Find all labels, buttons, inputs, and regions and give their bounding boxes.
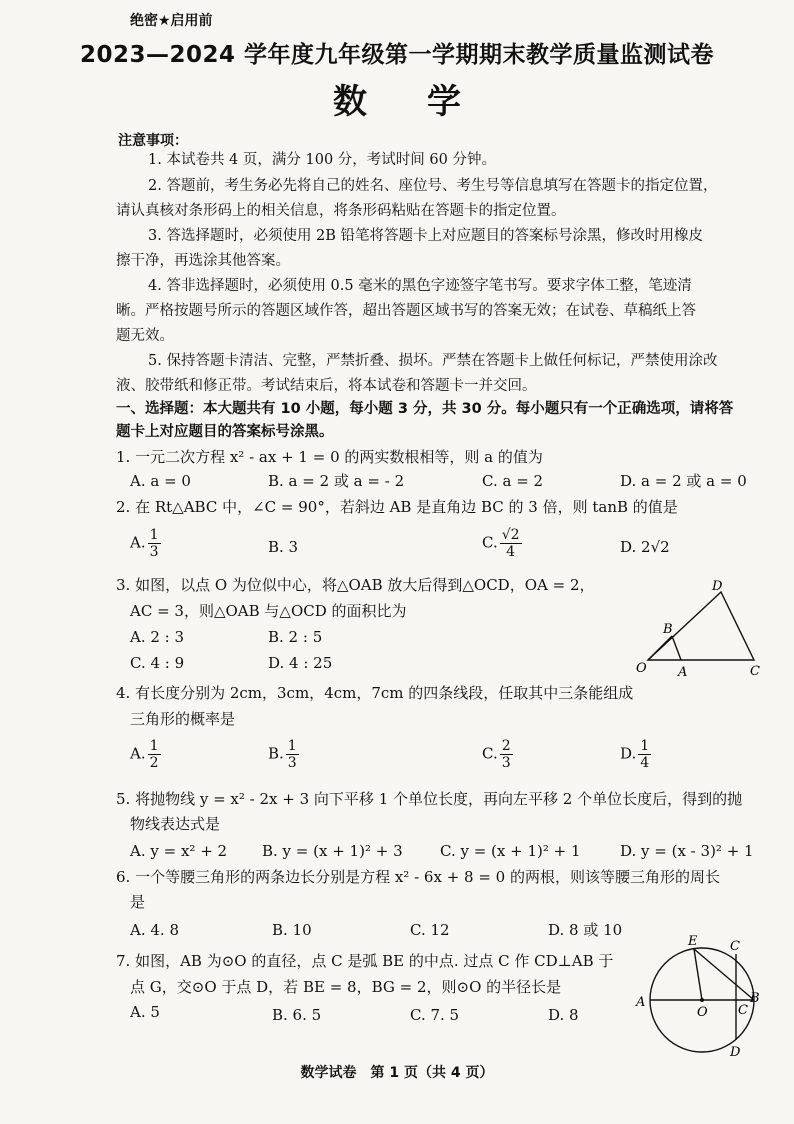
numerator: 1 [640,738,650,754]
question-3-option-d: D. 4 : 25 [268,654,333,672]
label-o: O [697,1005,708,1020]
question-5-option-c: C. y = (x + 1)² + 1 [440,842,581,860]
question-6-stem-1: 6. 一个等腰三角形的两条边长分别是方程 x² - 6x + 8 = 0 的两根，则该等腰三角形的周长 [116,868,720,886]
option-label: C. [482,744,498,763]
confidential-label: 绝密★启用前 [130,13,213,29]
section-heading-cont: 题卡上对应题目的答案标号涂黑。 [116,424,334,440]
question-4-option-c [482,738,513,771]
note-line: 请认真核对条形码上的相关信息，将条形码粘贴在答题卡的指定位置。 [116,203,566,219]
numerator: 1 [287,738,297,754]
question-7-figure [632,930,772,1062]
fraction [286,738,299,771]
question-2-option-d: D. 2√2 [620,538,670,556]
question-3-option-b: B. 2 : 5 [268,628,323,646]
question-4-option-a [130,738,161,771]
question-7-option-b: B. 6. 5 [272,1006,322,1024]
fraction [500,527,522,560]
numerator: √2 [501,527,520,543]
question-6-stem-2: 是 [130,893,146,911]
segment-ob [648,636,672,660]
label-c: C [750,664,760,679]
question-4-stem-1: 4. 有长度分别为 2cm，3cm，4cm，7cm 的四条线段，任取其中三条能组成 [116,684,634,702]
question-2-option-a [130,527,161,560]
question-1-option-c: C. a = 2 [482,472,544,490]
question-3-figure [628,576,768,680]
question-2-option-c [482,527,522,560]
question-3-option-a: A. 2 : 3 [130,628,185,646]
question-5-option-d: D. y = (x - 3)² + 1 [620,842,754,860]
question-6-option-c: C. 12 [410,921,450,939]
page-footer: 数学试卷 第 1 页（共 4 页） [300,1065,494,1081]
question-7-option-c: C. 7. 5 [410,1006,460,1024]
label-a: A [678,665,688,680]
label-d: D [730,1045,741,1060]
question-1-option-d: D. a = 2 或 a = 0 [620,472,747,490]
question-5-option-a: A. y = x² + 2 [130,842,228,860]
chord-be [694,949,754,1000]
question-1-stem: 1. 一元二次方程 x² - ax + 1 = 0 的两实数根相等，则 a 的值为 [116,448,543,466]
question-5-stem-2: 物线表达式是 [130,815,221,833]
label-c-top: C [730,939,740,954]
note-line: 1. 本试卷共 4 页，满分 100 分，考试时间 60 分钟。 [148,152,496,168]
center-dot [700,998,704,1002]
label-d: D [712,579,723,594]
label-o: O [636,661,647,676]
denominator: 4 [640,755,650,771]
numerator: 2 [501,738,511,754]
numerator: 1 [149,738,159,754]
fraction [638,738,651,771]
subject-title: 数学 [333,82,521,122]
note-line: 2. 答题前，考生务必先将自己的姓名、座位号、考生号等信息填写在答题卡的指定位置， [148,178,718,194]
question-7-stem-1: 7. 如图，AB 为⊙O 的直径，点 C 是弧 BE 的中点. 过点 C 作 CD⊥AB 于 [116,952,614,970]
option-label: A. [130,744,146,763]
question-6-option-b: B. 10 [272,921,312,939]
question-7-stem-2: 点 G，交⊙O 于点 D，若 BE = 8，BG = 2，则⊙O 的半径长是 [130,978,562,996]
option-label: A. [130,533,146,552]
question-1-option-b: B. a = 2 或 a = - 2 [268,472,405,490]
fraction [148,738,161,771]
numerator: 1 [149,527,159,543]
question-3-option-c: C. 4 : 9 [130,654,185,672]
notes-heading: 注意事项： [118,133,188,149]
denominator: 3 [287,755,297,771]
denominator: 2 [149,755,159,771]
segment-eo [694,949,702,1000]
question-2-option-b: B. 3 [268,538,299,556]
question-6-option-d: D. 8 或 10 [548,921,623,939]
question-4-option-b [268,738,299,771]
option-label: D. [620,744,637,763]
note-line: 5. 保持答题卡清洁、完整，严禁折叠、损坏。严禁在答题卡上做任何标记，严禁使用涂改 [148,353,718,369]
note-line: 晰。严格按题号所示的答题区域作答，超出答题区域书写的答案无效；在试卷、草稿纸上答 [116,303,696,319]
question-6-option-a: A. 4. 8 [130,921,179,939]
label-e: E [688,934,698,949]
question-2-stem: 2. 在 Rt△ABC 中，∠C = 90°，若斜边 AB 是直角边 BC 的 3 倍，则 tanB 的值是 [116,498,678,516]
exam-title: 2023—2024 学年度九年级第一学期期末教学质量监测试卷 [79,42,715,68]
fraction [148,527,161,560]
question-5-option-b: B. y = (x + 1)² + 3 [262,842,403,860]
option-label: B. [268,744,284,763]
option-label: C. [482,533,498,552]
question-3-stem-2: AC = 3，则△OAB 与△OCD 的面积比为 [130,602,407,620]
label-c-mid: C [738,1003,748,1018]
denominator: 3 [501,755,511,771]
label-b: B [750,991,760,1006]
note-line: 擦干净，再选涂其他答案。 [116,253,290,269]
question-3-stem-1: 3. 如图，以点 O 为位似中心，将△OAB 放大后得到△OCD，OA = 2， [116,576,595,594]
denominator: 4 [506,544,516,560]
question-4-option-d [620,738,651,771]
question-1-option-a: A. a = 0 [130,472,191,490]
denominator: 3 [149,544,159,560]
note-line: 题无效。 [116,328,174,344]
question-4-stem-2: 三角形的概率是 [130,710,236,728]
fraction [500,738,513,771]
question-5-stem-1: 5. 将抛物线 y = x² - 2x + 3 向下平移 1 个单位长度，再向左平移 2 个单位长度后，得到的抛 [116,790,743,808]
segment-ab [672,636,681,660]
note-line: 3. 答选择题时，必须使用 2B 铅笔将答题卡上对应题目的答案标号涂黑，修改时用橡皮 [148,228,704,244]
section-heading: 一、选择题：本大题共有 10 小题，每小题 3 分，共 30 分。每小题只有一个正确选项，请将答 [116,401,734,417]
question-7-option-a: A. 5 [130,1003,160,1021]
note-line: 4. 答非选择题时，必须使用 0.5 毫米的黑色字迹签字笔书写。要求字体工整，笔迹清 [148,278,692,294]
note-line: 液、胶带纸和修正带。考试结束后，将本试卷和答题卡一并交回。 [116,378,537,394]
question-7-option-d: D. 8 [548,1006,579,1024]
label-b: B [663,622,673,637]
label-a: A [636,995,646,1010]
